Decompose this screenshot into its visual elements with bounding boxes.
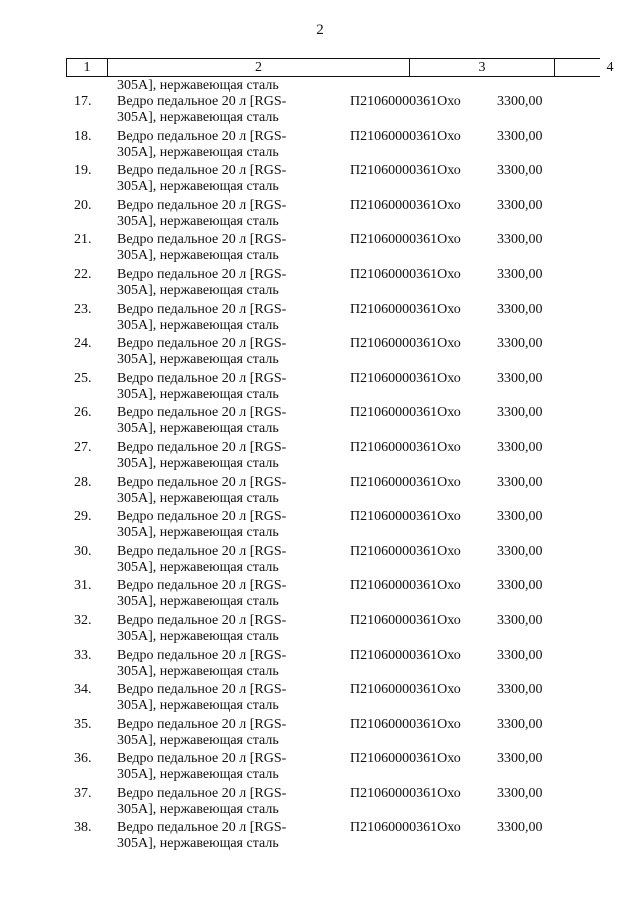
table-row [0, 578, 640, 613]
item-name-line-2: 305А], нержавеющая сталь [117, 144, 279, 160]
item-name-line-1: Ведро педальное 20 л [RGS- [117, 474, 287, 490]
item-code: П21060000361Охо [350, 543, 461, 559]
item-name-line-2: 305А], нержавеющая сталь [117, 594, 279, 610]
header-col-2: 2 [108, 59, 410, 76]
item-code: П21060000361Охо [350, 301, 461, 317]
item-name-line-1: Ведро педальное 20 л [RGS- [117, 336, 287, 352]
item-name-line-1: Ведро педальное 20 л [RGS- [117, 578, 287, 594]
table-row [0, 544, 640, 579]
item-code: П21060000361Охо [350, 785, 461, 801]
item-name [117, 405, 286, 437]
item-name-line-2: 305А], нержавеющая сталь [117, 490, 279, 506]
table-row [0, 371, 640, 406]
table-row [0, 302, 640, 337]
item-name [117, 232, 286, 264]
item-code: П21060000361Охо [350, 163, 461, 179]
item-code: П21060000361Охо [350, 128, 461, 144]
row-number: 36. [74, 751, 92, 767]
item-name-line-2: 305А], нержавеющая сталь [117, 213, 279, 229]
table-row [0, 232, 640, 267]
row-number: 35. [74, 716, 92, 732]
item-name-line-1: Ведро педальное 20 л [RGS- [117, 716, 287, 732]
item-name-line-1: Ведро педальное 20 л [RGS- [117, 612, 287, 628]
row-number: 33. [74, 647, 92, 663]
item-price: 3300,00 [497, 820, 543, 836]
row-number: 29. [74, 509, 92, 525]
row-number: 30. [74, 543, 92, 559]
item-code: П21060000361Охо [350, 197, 461, 213]
item-price: 3300,00 [497, 682, 543, 698]
row-number: 19. [74, 163, 92, 179]
item-code: П21060000361Охо [350, 820, 461, 836]
header-col-4: 4 [606, 60, 614, 75]
item-code: П21060000361Охо [350, 94, 461, 109]
item-name-line-2: 305А], нержавеющая сталь [117, 732, 279, 748]
item-name-line-1: Ведро педальное 20 л [RGS- [117, 94, 287, 109]
item-price: 3300,00 [497, 647, 543, 663]
table-row [0, 475, 640, 510]
row-number: 27. [74, 439, 92, 455]
item-name [117, 820, 286, 852]
item-code: П21060000361Охо [350, 439, 461, 455]
item-name-line-1: Ведро педальное 20 л [RGS- [117, 405, 287, 421]
item-name [117, 786, 286, 818]
page-number: 2 [316, 22, 324, 38]
item-code: П21060000361Охо [350, 578, 461, 594]
table-row [0, 267, 640, 302]
row-number: 21. [74, 232, 92, 248]
row-number: 34. [74, 682, 92, 698]
item-name-line-2: 305А], нержавеющая сталь [117, 525, 279, 541]
header-col-1: 1 [66, 59, 108, 76]
item-price: 3300,00 [497, 266, 543, 282]
item-price: 3300,00 [497, 439, 543, 455]
table-row [0, 198, 640, 233]
item-name-line-2: 305А], нержавеющая сталь [117, 801, 279, 817]
item-code: П21060000361Охо [350, 647, 461, 663]
item-name-line-1: Ведро педальное 20 л [RGS- [117, 509, 287, 525]
item-name-line-2: 305А], нержавеющая сталь [117, 767, 279, 783]
item-name-line-1: Ведро педальное 20 л [RGS- [117, 682, 287, 698]
row-number: 25. [74, 370, 92, 386]
item-name-line-1: Ведро педальное 20 л [RGS- [117, 647, 287, 663]
item-price: 3300,00 [497, 163, 543, 179]
table-row [0, 820, 640, 855]
table-row [0, 613, 640, 648]
item-price: 3300,00 [497, 197, 543, 213]
item-name-line-2: 305А], нержавеющая сталь [117, 836, 279, 852]
table-row [0, 648, 640, 683]
table-row [0, 440, 640, 475]
item-name-line-2: 305А], нержавеющая сталь [117, 421, 279, 437]
item-name [117, 751, 286, 783]
row-number: 32. [74, 612, 92, 628]
item-price: 3300,00 [497, 405, 543, 421]
item-name-line-2: 305А], нержавеющая сталь [117, 110, 279, 125]
item-name-line-1: Ведро педальное 20 л [RGS- [117, 751, 287, 767]
item-price: 3300,00 [497, 474, 543, 490]
item-name-line-1: Ведро педальное 20 л [RGS- [117, 370, 287, 386]
row-number: 28. [74, 474, 92, 490]
item-price: 3300,00 [497, 336, 543, 352]
item-name-line-1: Ведро педальное 20 л [RGS- [117, 820, 287, 836]
item-price: 3300,00 [497, 785, 543, 801]
item-name [117, 267, 286, 299]
item-name [117, 509, 286, 541]
table-row [0, 129, 640, 164]
item-name-line-1: Ведро педальное 20 л [RGS- [117, 197, 287, 213]
table-row [0, 163, 640, 198]
table-row [0, 786, 640, 821]
item-price: 3300,00 [497, 128, 543, 144]
table-header [66, 58, 614, 77]
row-number: 37. [74, 785, 92, 801]
table-row [0, 405, 640, 440]
item-name [117, 94, 286, 126]
continuation-text: 305А], нержавеющая сталь [117, 78, 279, 93]
item-price: 3300,00 [497, 301, 543, 317]
row-number: 20. [74, 197, 92, 213]
item-code: П21060000361Охо [350, 474, 461, 490]
item-name [117, 371, 286, 403]
item-name [117, 336, 286, 368]
item-code: П21060000361Охо [350, 232, 461, 248]
item-code: П21060000361Охо [350, 266, 461, 282]
item-name-line-2: 305А], нержавеющая сталь [117, 386, 279, 402]
item-name-line-2: 305А], нержавеющая сталь [117, 559, 279, 575]
item-name [117, 578, 286, 610]
item-name [117, 613, 286, 645]
table-row [0, 717, 640, 752]
item-code: П21060000361Охо [350, 751, 461, 767]
item-price: 3300,00 [497, 716, 543, 732]
table-row [0, 682, 640, 717]
table-row [0, 509, 640, 544]
item-name [117, 717, 286, 749]
item-name-line-1: Ведро педальное 20 л [RGS- [117, 266, 287, 282]
item-code: П21060000361Охо [350, 716, 461, 732]
table-body [0, 94, 640, 855]
row-number: 23. [74, 301, 92, 317]
item-name [117, 682, 286, 714]
table-row [0, 336, 640, 371]
item-name [117, 163, 286, 195]
item-name-line-1: Ведро педальное 20 л [RGS- [117, 301, 287, 317]
item-price: 3300,00 [497, 232, 543, 248]
header-col-3: 3 [410, 59, 555, 76]
row-number: 38. [74, 820, 92, 836]
item-name-line-1: Ведро педальное 20 л [RGS- [117, 232, 287, 248]
row-number: 26. [74, 405, 92, 421]
item-name [117, 544, 286, 576]
item-name-line-1: Ведро педальное 20 л [RGS- [117, 163, 287, 179]
row-number: 17. [74, 94, 92, 109]
table-row [0, 751, 640, 786]
row-number: 31. [74, 578, 92, 594]
item-code: П21060000361Охо [350, 336, 461, 352]
item-price: 3300,00 [497, 370, 543, 386]
item-code: П21060000361Охо [350, 612, 461, 628]
item-name [117, 302, 286, 334]
item-name [117, 475, 286, 507]
item-name-line-2: 305А], нержавеющая сталь [117, 282, 279, 298]
item-price: 3300,00 [497, 612, 543, 628]
table-row [0, 94, 640, 129]
item-price: 3300,00 [497, 509, 543, 525]
item-code: П21060000361Охо [350, 405, 461, 421]
item-name-line-2: 305А], нержавеющая сталь [117, 248, 279, 264]
item-price: 3300,00 [497, 751, 543, 767]
item-name-line-2: 305А], нержавеющая сталь [117, 179, 279, 195]
item-name-line-2: 305А], нержавеющая сталь [117, 352, 279, 368]
item-name-line-2: 305А], нержавеющая сталь [117, 628, 279, 644]
row-number: 24. [74, 336, 92, 352]
item-name-line-1: Ведро педальное 20 л [RGS- [117, 439, 287, 455]
item-code: П21060000361Охо [350, 509, 461, 525]
item-name-line-2: 305А], нержавеющая сталь [117, 317, 279, 333]
item-price: 3300,00 [497, 94, 543, 109]
item-name [117, 440, 286, 472]
item-price: 3300,00 [497, 578, 543, 594]
item-name-line-2: 305А], нержавеющая сталь [117, 698, 279, 714]
item-name [117, 648, 286, 680]
row-number: 18. [74, 128, 92, 144]
item-name-line-2: 305А], нержавеющая сталь [117, 663, 279, 679]
item-name-line-2: 305А], нержавеющая сталь [117, 455, 279, 471]
item-name-line-1: Ведро педальное 20 л [RGS- [117, 785, 287, 801]
item-name-line-1: Ведро педальное 20 л [RGS- [117, 128, 287, 144]
row-number: 22. [74, 266, 92, 282]
item-name [117, 198, 286, 230]
item-name [117, 129, 286, 161]
item-code: П21060000361Охо [350, 370, 461, 386]
item-price: 3300,00 [497, 543, 543, 559]
item-name-line-1: Ведро педальное 20 л [RGS- [117, 543, 287, 559]
item-code: П21060000361Охо [350, 682, 461, 698]
